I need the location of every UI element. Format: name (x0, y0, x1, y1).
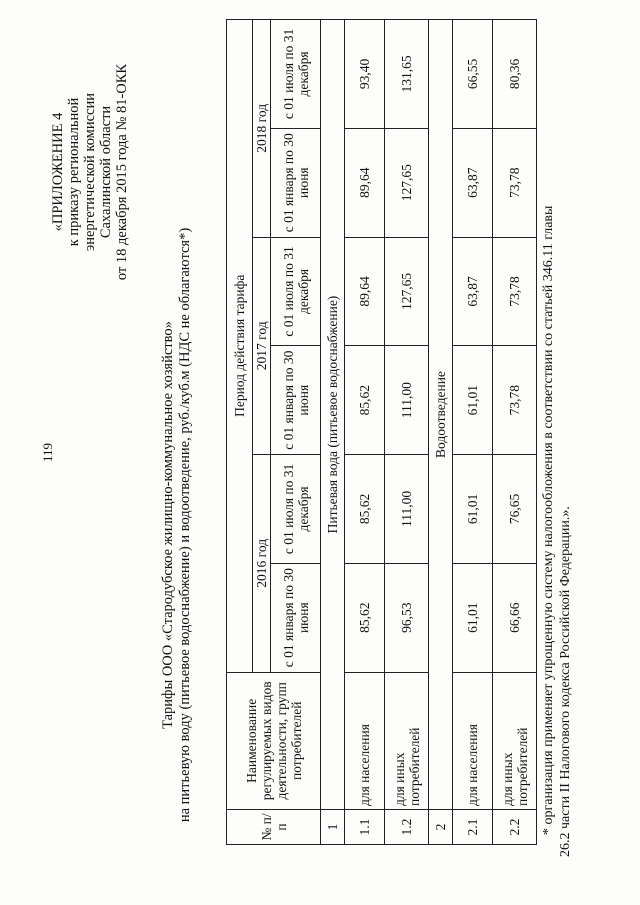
row-value: 93,40 (345, 20, 385, 129)
appendix-title: «ПРИЛОЖЕНИЕ 4 (50, 112, 66, 232)
row-value: 111,00 (385, 455, 429, 564)
row-value: 66,55 (453, 20, 493, 129)
row-value: 73,78 (493, 128, 537, 237)
header-year: 2018 год (253, 20, 271, 238)
row-number: 2.2 (493, 810, 537, 845)
row-value: 61,01 (453, 346, 493, 455)
row-number: 1.2 (385, 810, 429, 845)
header-name: Наименование регулируемых видов деятельности, групп потребителей (227, 672, 321, 809)
header-half: с 01 января по 30 июня (271, 128, 321, 237)
appendix-line: к приказу региональной (66, 97, 82, 247)
row-number: 1.1 (345, 810, 385, 845)
row-value: 73,78 (493, 346, 537, 455)
row-value: 111,00 (385, 346, 429, 455)
header-half: с 01 января по 30 июня (271, 563, 321, 672)
header-year: 2016 год (253, 455, 271, 672)
section-title: Водоотведение (429, 20, 453, 810)
row-value: 80,36 (493, 20, 537, 129)
header-number: № п/п (227, 810, 321, 845)
section-number: 1 (321, 810, 345, 845)
table-row (493, 20, 537, 845)
appendix-line: Сахалинской области (98, 105, 114, 239)
row-value: 85,62 (345, 563, 385, 672)
header-half: с 01 июля по 31 декабря (271, 20, 321, 129)
table-row (453, 20, 493, 845)
footnote-line: 26.2 части II Налогового кодекса Российской Федерации.». (558, 506, 573, 857)
section-title: Питьевая вода (питьевое водоснабжение) (321, 20, 345, 810)
row-value: 85,62 (345, 346, 385, 455)
appendix-header (50, 37, 130, 307)
row-value: 73,78 (493, 237, 537, 346)
row-value: 61,01 (453, 455, 493, 564)
appendix-line: энергетической комиссии (82, 92, 98, 252)
tariff-title-line: Тарифы ООО «Стародубское жилищно-коммунальное хозяйство» (160, 321, 176, 729)
row-name: для иных потребителей (385, 672, 429, 809)
header-half: с 01 июля по 31 декабря (271, 455, 321, 564)
row-value: 63,87 (453, 128, 493, 237)
section-row (429, 20, 453, 845)
header-period: Период действия тарифа (227, 20, 253, 673)
tariff-title-line: на питьевую воду (питьевое водоснабжение) и водоотведение, руб./куб.м (НДС не облагаются*) (177, 227, 193, 823)
row-value: 127,65 (385, 237, 429, 346)
header-year: 2017 год (253, 237, 271, 454)
section-row (321, 20, 345, 845)
row-name: для иных потребителей (493, 672, 537, 809)
row-value: 89,64 (345, 237, 385, 346)
section-number: 2 (429, 810, 453, 845)
header-half: с 01 июля по 31 декабря (271, 237, 321, 346)
footnote (540, 15, 574, 857)
row-value: 96,53 (385, 563, 429, 672)
row-value: 127,65 (385, 128, 429, 237)
row-value: 66,66 (493, 563, 537, 672)
footnote-line: * организация применяет упрощенную систему налогообложения в соответствии со статьей 346.11 главы (541, 205, 556, 835)
table-row (345, 20, 385, 845)
row-name: для населения (453, 672, 493, 809)
row-name: для населения (345, 672, 385, 809)
appendix-line: от 18 декабря 2015 года № 81-ОКК (114, 63, 130, 281)
row-value: 85,62 (345, 455, 385, 564)
table-row (385, 20, 429, 845)
page-number: 119 (40, 442, 55, 463)
tariff-title (160, 205, 194, 845)
tariff-table (226, 19, 537, 845)
row-value: 61,01 (453, 563, 493, 672)
header-half: с 01 января по 30 июня (271, 346, 321, 455)
row-value: 89,64 (345, 128, 385, 237)
row-value: 63,87 (453, 237, 493, 346)
row-value: 76,65 (493, 455, 537, 564)
row-number: 2.1 (453, 810, 493, 845)
row-value: 131,65 (385, 20, 429, 129)
